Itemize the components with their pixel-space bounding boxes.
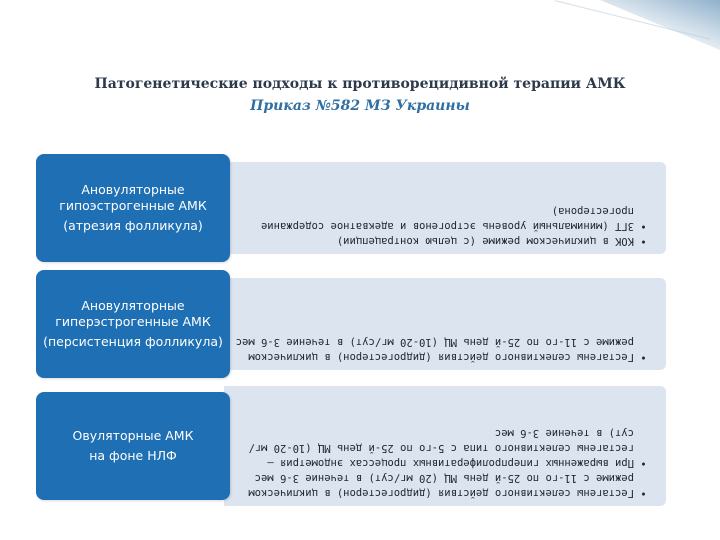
corner-line-decoration [555,0,720,40]
category-label-box [36,392,230,500]
list-item: • Гестагены селективного действия (дидрогестерон) в циклическом режиме с 11-го по 25-й день МЦ (20 мг/сут) в течение 3-6 мес [234,470,634,500]
description-text [234,394,648,500]
list-item: • Гестагены селективного действия (дидрогестерон) в циклическом режиме с 11-го по 25-й день МЦ (10-20 мг/сут) в течение 3-6 мес [234,334,634,364]
category-label-box [36,154,230,262]
category-sublabel: (персистенция фолликула) [43,334,223,349]
row-ovulatory [36,386,666,506]
category-label-box [36,270,230,378]
list-item: • ЗГТ (минимальный уровень эстрогенов и адекватное содержание прогестерона) [234,203,634,233]
category-sublabel: (атрезия фолликула) [63,218,203,233]
category-label: Ановуляторные гипоэстрогенные АМК [59,182,207,213]
list-item: • При выраженных гиперпролиферативных процессах эндометрия – гестагены селективного типа с 5-го по 25-й день МЦ (10-20 мг/сут) в течение 3-6 мес [234,425,634,470]
description-box [224,162,666,254]
category-sublabel: на фоне НЛФ [89,448,177,463]
description-box [224,386,666,506]
description-text [234,286,648,364]
description-box [224,278,666,370]
slide-title: Патогенетические подходы к противорецидивной терапии АМК [94,76,626,92]
slide-subtitle: Приказ №582 МЗ Украины [250,98,470,114]
row-hypoestrogenic [36,154,666,262]
row-hyperestrogenic [36,270,666,378]
description-text [234,170,648,248]
list-item: • КОК в циклическом режиме (с целью контрацепции) [234,233,634,248]
category-label: Ановуляторные гиперэстрогенные АМК [55,298,211,329]
category-label: Овуляторные АМК [72,428,194,443]
